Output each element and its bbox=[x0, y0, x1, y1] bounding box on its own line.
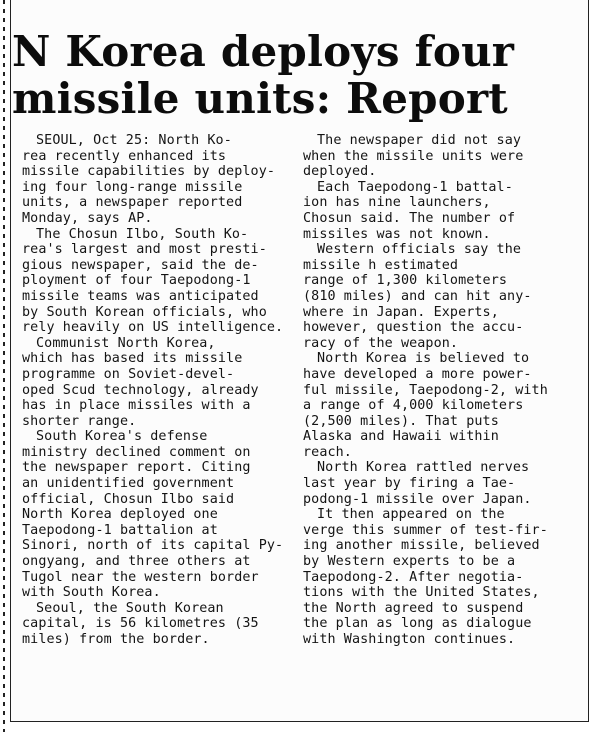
paragraph: The newspaper did not say when the missile units were deployed. bbox=[303, 133, 524, 180]
paragraph: Seoul, the South Korean capital, is 56 kilometres (35 miles) from the border. bbox=[22, 600, 259, 647]
article-column-right bbox=[303, 133, 575, 648]
paragraph: South Korea's defense ministry declined comment on the newspaper report. Citing an unidentified government official, Chosun Ilbo said North Korea deployed one Taepodong-1 battalion at Sinori, north of its capital Py- ongyang, and three others at Tugol near the western border with South Korea. bbox=[22, 429, 284, 601]
paragraph: North Korea rattled nerves last year by firing a Tae- podong-1 missile over Japan. bbox=[303, 460, 532, 507]
paragraph: Each Taepodong-1 battal- ion has nine launchers, Chosun said. The number of missiles was not known. bbox=[303, 179, 516, 242]
paragraph: Western officials say the missile h estimated range of 1,300 kilometers (810 miles) and can hit any- where in Japan. Experts, however, question the accu- racy of the weapon. bbox=[303, 242, 532, 351]
article-column-left bbox=[22, 133, 284, 648]
paragraph: The Chosun Ilbo, South Ko- rea's largest and most presti- gious newspaper, said the de- ployment of four Taepodong-1 missile teams was anticipated by South Korean officials, who rely heavily on US intelligence. bbox=[22, 226, 284, 336]
paragraph: SEOUL, Oct 25: North Ko- rea recently enhanced its missile capabilities by deploy- ing four long-range missile units, a newspaper reported Monday, says AP. bbox=[22, 133, 276, 226]
paragraph: Communist North Korea, which has based its missile programme on Soviet-devel- oped Scud technology, already has in place missiles with a shorter range. bbox=[22, 335, 259, 429]
paragraph: It then appeared on the verge this summer of test-fir- ing another missile, believed by Western experts to be a Taepodong-2. After negotia- tions with the United States, the North agreed to suspend the plan as long as dialogue with Washington continues. bbox=[303, 507, 548, 647]
clipping-cut-edge bbox=[3, 0, 5, 732]
paragraph: North Korea is believed to have developed a more power- ful missile, Taepodong-2, with a range of 4,000 kilometers (2,500 miles). That puts Alaska and Hawaii within reach. bbox=[303, 351, 548, 460]
article-headline: N Korea deploys four missile units: Report bbox=[12, 27, 515, 123]
